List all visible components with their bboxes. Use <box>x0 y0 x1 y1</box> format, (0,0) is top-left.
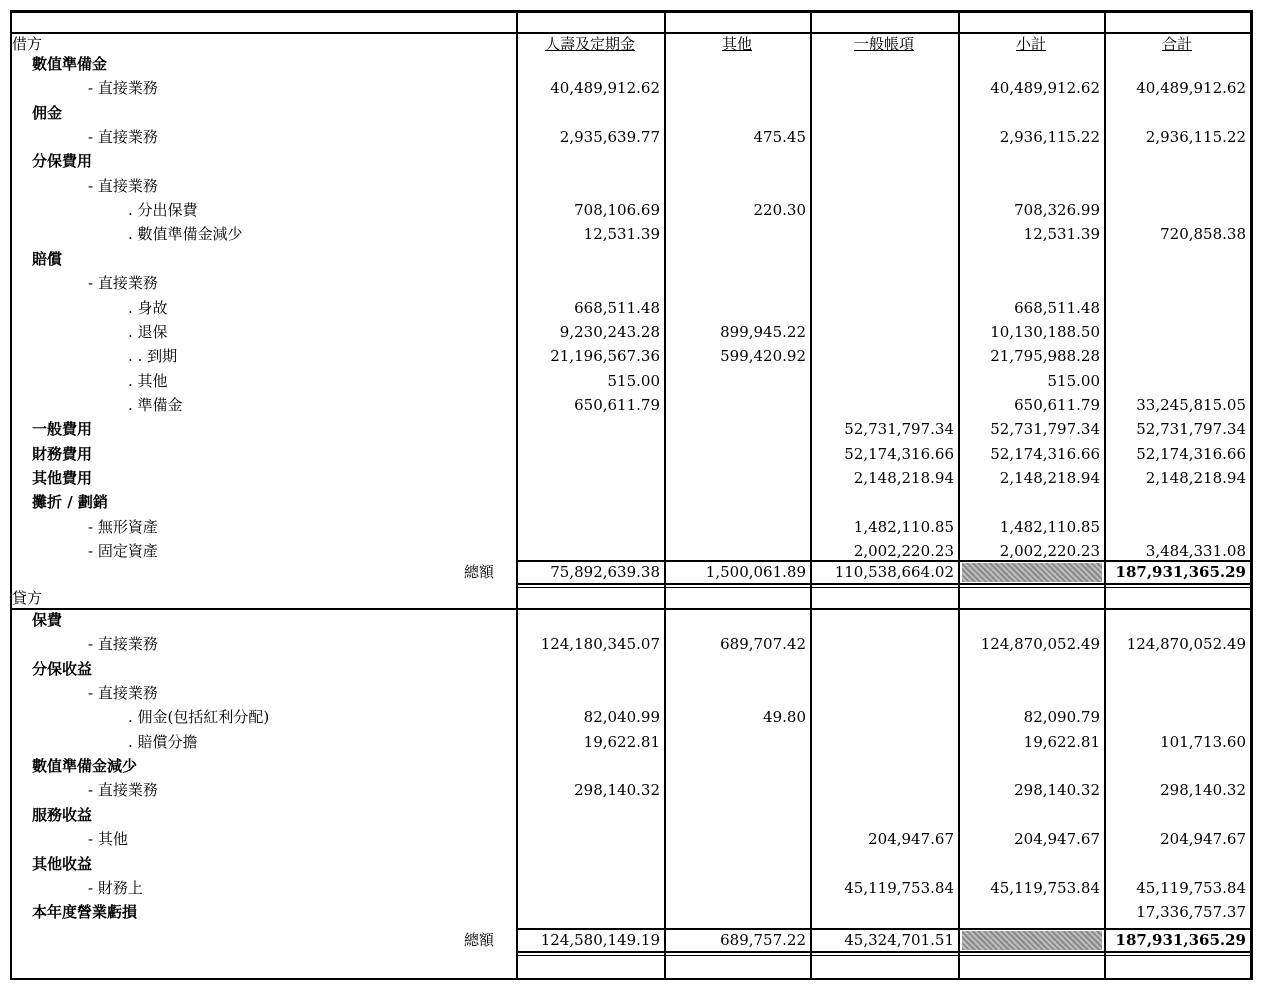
account-label: - 其他 <box>88 830 128 849</box>
amount-cell: 10,130,188.50 <box>990 322 1100 341</box>
account-label: . 退保 <box>128 322 168 341</box>
account-label: - 直接業務 <box>88 176 158 195</box>
amount-cell: 668,511.48 <box>574 298 660 317</box>
amount-cell: 650,611.79 <box>1014 395 1100 414</box>
amount-cell: 49.80 <box>763 708 806 727</box>
amount-cell: 204,947.67 <box>1014 830 1100 849</box>
amount-cell: 12,531.39 <box>1023 225 1100 244</box>
amount-cell: 899,945.22 <box>720 322 806 341</box>
subtotal-shaded-cell <box>962 931 1102 950</box>
column-header: 合計 <box>1161 35 1192 53</box>
amount-cell: 21,795,988.28 <box>990 347 1100 366</box>
total-top-rule <box>516 560 1250 562</box>
account-label: - 直接業務 <box>88 79 158 98</box>
total-bottom-rule <box>516 583 1250 585</box>
amount-cell: 19,622.81 <box>583 732 660 751</box>
section-title: 貸方 <box>12 589 43 607</box>
account-label: . 其他 <box>128 371 168 390</box>
amount-cell: 689,707.42 <box>720 635 806 654</box>
total-amount: 187,931,365.29 <box>1115 563 1246 581</box>
amount-cell: 220.30 <box>753 201 806 220</box>
amount-cell: 52,174,316.66 <box>990 444 1100 463</box>
account-heading: 佣金 <box>32 103 63 122</box>
account-label: - 直接業務 <box>88 274 158 293</box>
account-heading: 其他收益 <box>32 854 93 873</box>
account-label: - 直接業務 <box>88 684 158 703</box>
amount-cell: 33,245,815.05 <box>1136 395 1246 414</box>
amount-cell: 52,174,316.66 <box>844 444 954 463</box>
amount-cell: 52,731,797.34 <box>990 420 1100 439</box>
amount-cell: 52,731,797.34 <box>1136 420 1246 439</box>
column-header: 一般帳項 <box>853 35 914 53</box>
column-header: 小計 <box>1015 35 1046 53</box>
amount-cell: 1,482,110.85 <box>999 517 1100 536</box>
account-heading: 財務費用 <box>32 444 93 463</box>
section-separator <box>10 608 1252 610</box>
border-left <box>10 10 12 978</box>
amount-cell: 650,611.79 <box>574 395 660 414</box>
amount-cell: 45,119,753.84 <box>990 878 1100 897</box>
total-amount: 689,757.22 <box>720 931 806 949</box>
account-label: . 分出保費 <box>128 201 198 220</box>
amount-cell: 45,119,753.84 <box>844 878 954 897</box>
total-label: 總額 <box>464 931 495 949</box>
amount-cell: 17,336,757.37 <box>1136 903 1246 922</box>
account-label: . 數值準備金減少 <box>128 225 243 244</box>
total-bottom-rule2 <box>516 955 1250 956</box>
amount-cell: 2,936,115.22 <box>1145 128 1246 147</box>
subtotal-shaded-cell <box>962 563 1102 582</box>
account-label: - 直接業務 <box>88 635 158 654</box>
account-label: - 無形資產 <box>88 517 158 536</box>
account-heading: 本年度營業虧損 <box>32 903 138 922</box>
account-heading: 其他費用 <box>32 468 93 487</box>
amount-cell: 668,511.48 <box>1014 298 1100 317</box>
account-heading: 一般費用 <box>32 420 93 439</box>
amount-cell: 2,002,220.23 <box>999 542 1100 560</box>
amount-cell: 1,482,110.85 <box>853 517 954 536</box>
amount-cell: 2,935,639.77 <box>559 128 660 147</box>
account-label: - 財務上 <box>88 878 143 897</box>
total-top-rule <box>516 928 1250 930</box>
amount-cell: 19,622.81 <box>1023 732 1100 751</box>
amount-cell: 720,858.38 <box>1160 225 1246 244</box>
amount-cell: 40,489,912.62 <box>1136 79 1246 98</box>
amount-cell: 515.00 <box>607 371 660 390</box>
account-heading: 數值準備金 <box>32 55 108 73</box>
total-amount: 75,892,639.38 <box>550 563 660 581</box>
amount-cell: 40,489,912.62 <box>990 79 1100 98</box>
column-header: 其他 <box>721 35 752 53</box>
amount-cell: 2,936,115.22 <box>999 128 1100 147</box>
total-bottom-rule <box>516 951 1250 953</box>
amount-cell: 599,420.92 <box>720 347 806 366</box>
account-heading: 保費 <box>32 611 63 629</box>
amount-cell: 204,947.67 <box>1160 830 1246 849</box>
amount-cell: 204,947.67 <box>868 830 954 849</box>
section-title: 借方 <box>12 35 43 53</box>
amount-cell: 124,180,345.07 <box>540 635 660 654</box>
amount-cell: 475.45 <box>753 128 806 147</box>
account-label: . 佣金(包括紅利分配) <box>128 708 270 727</box>
account-label: . . 到期 <box>128 347 178 366</box>
border-top <box>10 10 1252 13</box>
account-heading: 服務收益 <box>32 805 93 824</box>
amount-cell: 2,148,218.94 <box>999 468 1100 487</box>
account-label: . 賠償分擔 <box>128 732 198 751</box>
total-amount: 124,580,149.19 <box>540 931 660 949</box>
column-divider <box>516 10 518 978</box>
amount-cell: 2,148,218.94 <box>853 468 954 487</box>
total-bottom-rule2 <box>516 587 1250 588</box>
account-heading: 數值準備金減少 <box>32 757 138 776</box>
account-heading: 分保費用 <box>32 152 93 171</box>
border-bottom <box>10 978 1253 980</box>
amount-cell: 298,140.32 <box>574 781 660 800</box>
account-label: - 直接業務 <box>88 781 158 800</box>
amount-cell: 2,148,218.94 <box>1145 468 1246 487</box>
amount-cell: 45,119,753.84 <box>1136 878 1246 897</box>
account-heading: 分保收益 <box>32 659 93 678</box>
amount-cell: 52,731,797.34 <box>844 420 954 439</box>
total-amount: 110,538,664.02 <box>834 563 954 581</box>
amount-cell: 12,531.39 <box>583 225 660 244</box>
total-label: 總額 <box>464 563 495 581</box>
amount-cell: 124,870,052.49 <box>980 635 1100 654</box>
amount-cell: 708,326.99 <box>1014 201 1100 220</box>
amount-cell: 3,484,331.08 <box>1145 542 1246 560</box>
amount-cell: 101,713.60 <box>1160 732 1246 751</box>
total-amount: 1,500,061.89 <box>705 563 806 581</box>
amount-cell: 40,489,912.62 <box>550 79 660 98</box>
account-heading: 賠償 <box>32 249 63 268</box>
account-label: . 身故 <box>128 298 168 317</box>
amount-cell: 82,040.99 <box>583 708 660 727</box>
header-rule <box>10 32 1252 34</box>
amount-cell: 52,174,316.66 <box>1136 444 1246 463</box>
total-amount: 45,324,701.51 <box>844 931 954 949</box>
border-right <box>1250 10 1253 978</box>
amount-cell: 124,870,052.49 <box>1126 635 1246 654</box>
amount-cell: 82,090.79 <box>1023 708 1100 727</box>
amount-cell: 708,106.69 <box>574 201 660 220</box>
total-amount: 187,931,365.29 <box>1115 931 1246 949</box>
column-header: 人壽及定期金 <box>544 35 635 53</box>
account-label: - 固定資產 <box>88 542 158 560</box>
amount-cell: 2,002,220.23 <box>853 542 954 560</box>
amount-cell: 21,196,567.36 <box>550 347 660 366</box>
column-divider <box>664 10 666 978</box>
account-label: - 直接業務 <box>88 128 158 147</box>
amount-cell: 298,140.32 <box>1014 781 1100 800</box>
amount-cell: 9,230,243.28 <box>559 322 660 341</box>
amount-cell: 298,140.32 <box>1160 781 1246 800</box>
account-label: . 準備金 <box>128 395 183 414</box>
amount-cell: 515.00 <box>1047 371 1100 390</box>
account-heading: 攤折 / 劃銷 <box>32 493 108 512</box>
